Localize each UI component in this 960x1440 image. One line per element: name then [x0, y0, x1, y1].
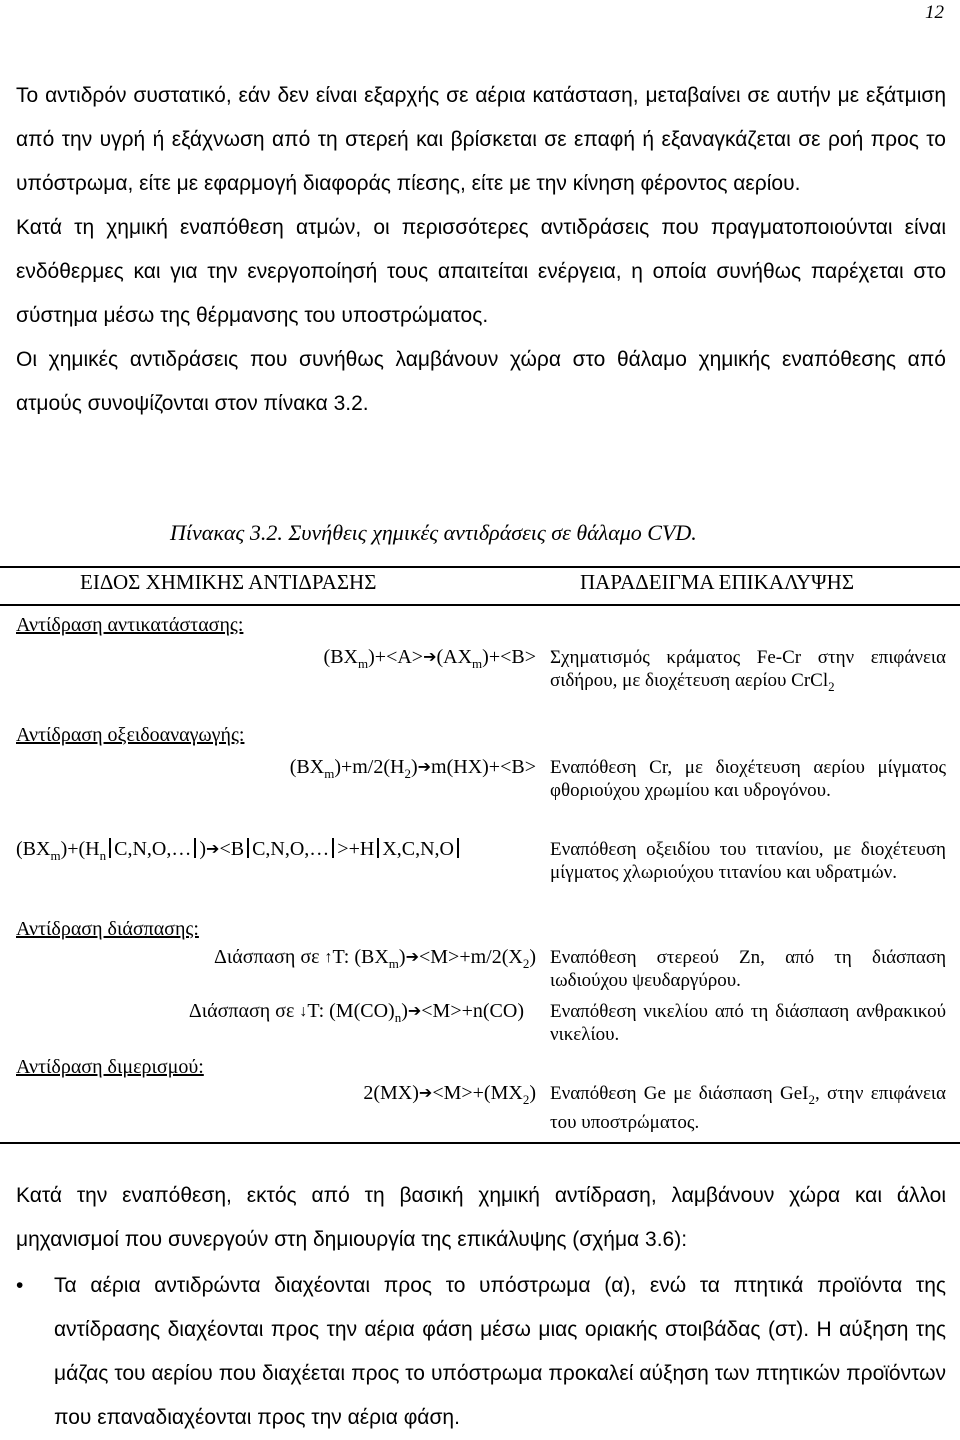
separator-bar	[109, 838, 111, 858]
bullet-text: Τα αέρια αντιδρώντα διαχέονται προς το υπόστρωμα (α), ενώ τα πτητικά προϊόντα της αντίδρασης διαχέονται προς την αέρια φάση μέσω μιας οριακής στοιβάδας (στ). Η αύξηση της μάζας του αερίου που διαχέεται προς το υπόστρωμα προκαλεί αύξηση των πτητικών προϊόντων που επαναδιαχέονται προς την αέρια φάση.	[54, 1274, 946, 1429]
page-number: 12	[925, 2, 944, 23]
paragraph-3: Οι χημικές αντιδράσεις που συνήθως λαμβάνουν χώρα στο θάλαμο χημικής εναπόθεσης από ατμούς συνοψίζονται στον πίνακα 3.2.	[16, 348, 946, 415]
down-arrow-icon: ↓	[299, 1003, 308, 1020]
bullet-item	[16, 1264, 946, 1440]
paragraph-2: Κατά τη χημική εναπόθεση ατμών, οι περισσότερες αντιδράσεις που πραγματοποιούνται είναι ενδόθερμες και για την ενεργοποίησή τους απαιτείται ενέργεια, η οποία συνήθως παρέχεται στο σύστημα μέσω της θέρμανσης του υποστρώματος.	[16, 216, 946, 327]
paragraph-1: Το αντιδρόν συστατικό, εάν δεν είναι εξαρχής σε αέρια κατάσταση, μεταβαίνει σε αυτήν με εξάτμιση από την υγρή ή εξάχνωση από τη στερεή και βρίσκεται σε επαφή ή εξαναγκάζεται σε ροή προς το υπόστρωμα, είτε με εφαρμογή διαφοράς πίεσης, είτε με την κίνηση φέροντος αερίου.	[16, 84, 946, 195]
reaction-dimerization: $2(MX)➔<M>+(MX_2)$	[363, 1082, 536, 1107]
table-bottom-rule	[0, 1142, 960, 1144]
table-header-rule	[0, 604, 960, 606]
example-decomposition-nickel: Εναπόθεση νικελίου από τη διάσπαση ανθρακικού νικελίου.	[550, 1001, 946, 1045]
example-redox-titanium: Εναπόθεση οξειδίου του τιτανίου, με διοχέτευση μίγματος χλωριούχου τιτανίου και υδρατμών.	[550, 839, 946, 883]
reaction-redox-oxide: $(BX_m)+(H_n$ C,N,O,… )➔<B C,N,O,… >+H X,C,N,O	[16, 838, 544, 864]
separator-bar	[332, 838, 334, 858]
section-substitution: Αντίδραση αντικατάστασης:	[16, 614, 244, 636]
intro-text	[16, 74, 946, 426]
table-header-left: ΕΙΔΟΣ ΧΗΜΙΚΗΣ ΑΝΤΙΔΡΑΣΗΣ	[80, 570, 377, 594]
up-arrow-icon: ↑	[324, 949, 333, 966]
bullet-icon: •	[16, 1274, 24, 1297]
example-redox-chromium: Εναπόθεση Cr, με διοχέτευση αερίου μίγματος φθοριούχου χρωμίου και υδρογόνου.	[550, 757, 946, 801]
bottom-paragraph: Κατά την εναπόθεση, εκτός από τη βασική χημική αντίδραση, λαμβάνουν χώρα και άλλοι μηχανισμοί που συνεργούν στη δημιουργία της επικάλυψης (σχήμα 3.6):	[16, 1184, 946, 1251]
example-dimerization: Εναπόθεση Ge με διάσπαση GeI$_2$, στην επιφάνεια του υποστρώματος.	[550, 1083, 946, 1133]
right-arrow-icon: ➔	[417, 759, 432, 776]
section-redox: Αντίδραση οξειδοαναγωγής:	[16, 724, 245, 746]
mechanisms-text	[16, 1174, 946, 1262]
table-header-right: ΠΑΡΑΔΕΙΓΜΑ ΕΠΙΚΑΛΥΨΗΣ	[580, 570, 855, 594]
example-decomposition-zinc: Εναπόθεση στερεού Zn, από τη διάσπαση ιωδιούχου ψευδαργύρου.	[550, 947, 946, 991]
right-arrow-icon: ➔	[405, 949, 419, 966]
reaction-decomposition-down: Διάσπαση σε ↓T: $(M(CO)_n)➔<M>+n(CO)$	[188, 1000, 524, 1025]
table-caption: Πίνακας 3.2. Συνήθεις χημικές αντιδράσεις σε θάλαμο CVD.	[170, 520, 697, 545]
separator-bar	[377, 838, 379, 858]
section-decomposition: Αντίδραση διάσπασης:	[16, 918, 199, 940]
separator-bar	[457, 838, 459, 858]
separator-bar	[247, 838, 249, 858]
right-arrow-icon: ➔	[206, 841, 220, 858]
section-dimerization: Αντίδραση διμερισμού:	[16, 1056, 204, 1078]
reaction-substitution: $(BX_m)+<A>➔(AX_m)+<B>$	[323, 646, 536, 671]
reaction-redox: $(BX_m)+m/2(H_2)➔m(HX)+<B>$	[289, 756, 536, 781]
example-substitution: Σχηματισμός κράματος Fe-Cr στην επιφάνεια σιδήρου, με διοχέτευση αερίου CrCl$_2$	[550, 647, 946, 694]
separator-bar	[194, 838, 196, 858]
reaction-decomposition-up: Διάσπαση σε ↑T: $(BX_m)➔<M>+m/2(X_2)$	[214, 946, 536, 971]
right-arrow-icon: ➔	[418, 1085, 433, 1102]
right-arrow-icon: ➔	[407, 1003, 422, 1020]
right-arrow-icon: ➔	[423, 649, 437, 666]
table-top-rule	[0, 566, 960, 568]
